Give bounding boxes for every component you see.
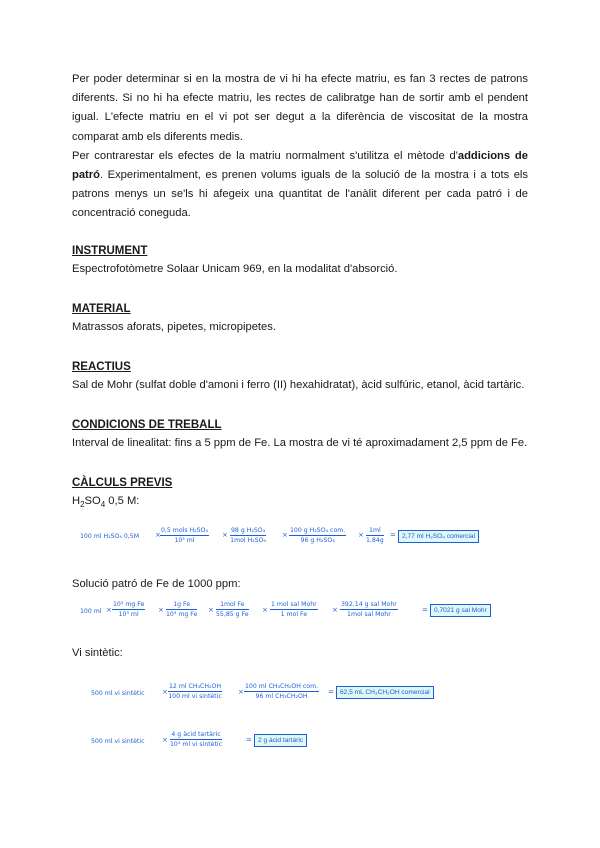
section-reactius bbox=[72, 358, 528, 394]
calc1-result: 2,77 ml H₂SO₄ comercial bbox=[398, 530, 479, 543]
calc1-factor-3: 100 g H₂SO₄ com. 96 g H₂SO₄ bbox=[290, 527, 346, 544]
intro-paragraph-2 bbox=[72, 147, 528, 224]
equals-sign: = bbox=[246, 736, 252, 744]
times-sign: × bbox=[162, 736, 168, 744]
reactius-heading: REACTIUS bbox=[72, 361, 131, 373]
reactius-text: Sal de Mohr (sulfat doble d'amoni i ferro (II) hexahidratat), àcid sulfúric, etanol, àcid tartàric. bbox=[72, 379, 525, 391]
calc2-factor-4: 1 mol sal Mohr 1 mol Fe bbox=[271, 601, 317, 618]
times-sign: × bbox=[155, 531, 161, 539]
calc2-label-block bbox=[72, 575, 528, 593]
calc2-factor-2: $\frac{\text{1g Fe}}{\text{10³ mg Fe}}$ bbox=[166, 601, 198, 618]
intro-p2-end: . Experimentalment, es prenen volums iguals de la solució de la mostra i a tots els patrons menys un se'ls hi afegeix una quantitat de l'anàlit diferent per cada patró i de concentració coneguda. bbox=[72, 169, 528, 220]
times-sign: × bbox=[162, 688, 168, 696]
calc1-factor-1: 0,5 mols H₂SO₄ 10³ ml bbox=[161, 527, 208, 544]
calc1-factor-2: 98 g H₂SO₄ 1mol H₂SO₄ bbox=[230, 527, 266, 544]
calc1-start: 100 ml H₂SO₄ 0,5M bbox=[80, 533, 140, 540]
intro-paragraph-1: Per poder determinar si en la mostra de vi hi ha efecte matriu, es fan 3 rectes de patrons diferents. Si no hi ha efecte matriu, les rectes de calibratge han de sortir amb el pendent igual. L'efecte matriu en el vi pot ser degut a la diferència de viscositat de la mostra comparat amb els diferents medis. bbox=[72, 73, 528, 143]
calc3-line1-factor-2: 100 ml CH₃CH₂OH com. 96 ml CH₃CH₂OH bbox=[245, 683, 319, 700]
calc2-factor-5: 392,14 g sal Mohr 1mol sal Mohr bbox=[341, 601, 397, 618]
times-sign: × bbox=[106, 606, 112, 614]
calc3-label: Vi sintètic: bbox=[72, 647, 123, 659]
section-calculs bbox=[72, 474, 528, 514]
calc3-line1-result: 62,5 mL CH₃CH₂OH comercial bbox=[336, 686, 434, 699]
times-sign: × bbox=[222, 531, 228, 539]
section-condicions bbox=[72, 416, 528, 452]
calc2-start: 100 ml bbox=[80, 608, 102, 615]
calc3-line2-start: 500 ml vi sintètic bbox=[91, 738, 145, 745]
calc1-label: $H_2SO_4$ 0,5 M: bbox=[72, 495, 140, 510]
material-text: Matrassos aforats, pipetes, micropipetes. bbox=[72, 321, 276, 333]
times-sign: × bbox=[208, 606, 214, 614]
document-page bbox=[72, 70, 528, 510]
calculs-heading: CÀLCULS PREVIS bbox=[72, 477, 173, 489]
times-sign: × bbox=[332, 606, 338, 614]
calc2-factor-3: 1mol Fe 55,85 g Fe bbox=[216, 601, 249, 618]
calc2-factor-1: $\frac{\text{10³ mg Fe}}{\text{10³ ml}}$ bbox=[113, 601, 145, 618]
equals-sign: = bbox=[390, 531, 396, 539]
intro-p2-bold: addicions de patró bbox=[72, 149, 528, 182]
times-sign: × bbox=[282, 531, 288, 539]
times-sign: × bbox=[358, 531, 364, 539]
material-heading: MATERIAL bbox=[72, 303, 131, 315]
times-sign: × bbox=[238, 688, 244, 696]
calc3-line2-result: 2 g àcid tartàric bbox=[254, 734, 307, 747]
calc3-label-block bbox=[72, 644, 528, 662]
times-sign: × bbox=[158, 606, 164, 614]
equals-sign: = bbox=[328, 688, 334, 696]
times-sign: × bbox=[262, 606, 268, 614]
condicions-heading: CONDICIONS DE TREBALL bbox=[72, 419, 222, 431]
calc3-line1-factor-1: 12 ml CH₃CH₂OH 100 ml vi sintètic bbox=[168, 683, 222, 700]
instrument-text: Espectrofotòmetre Solaar Unicam 969, en la modalitat d'absorció. bbox=[72, 263, 398, 275]
calc2-label: Solució patró de Fe de 1000 ppm: bbox=[72, 578, 241, 590]
section-material bbox=[72, 300, 528, 336]
section-instrument bbox=[72, 242, 528, 278]
condicions-text: Interval de linealitat: fins a 5 ppm de Fe. La mostra de vi té aproximadament 2,5 ppm de Fe. bbox=[72, 437, 528, 449]
calc2-result: 0,7021 g sal Mohr bbox=[430, 604, 491, 617]
calc3-line1-start: 500 ml vi sintètic bbox=[91, 690, 145, 697]
instrument-heading: INSTRUMENT bbox=[72, 245, 148, 257]
calc1-factor-4: $\frac{1ml}{1,84g}$ bbox=[366, 527, 384, 544]
equals-sign: = bbox=[422, 606, 428, 614]
intro-p2-start: Per contrarestar els efectes de la matriu normalment s'utilitza el mètode d' bbox=[72, 149, 458, 162]
calc3-line2-factor-1: 4 g àcid tartàric 10³ ml vi sintètic bbox=[170, 731, 223, 748]
